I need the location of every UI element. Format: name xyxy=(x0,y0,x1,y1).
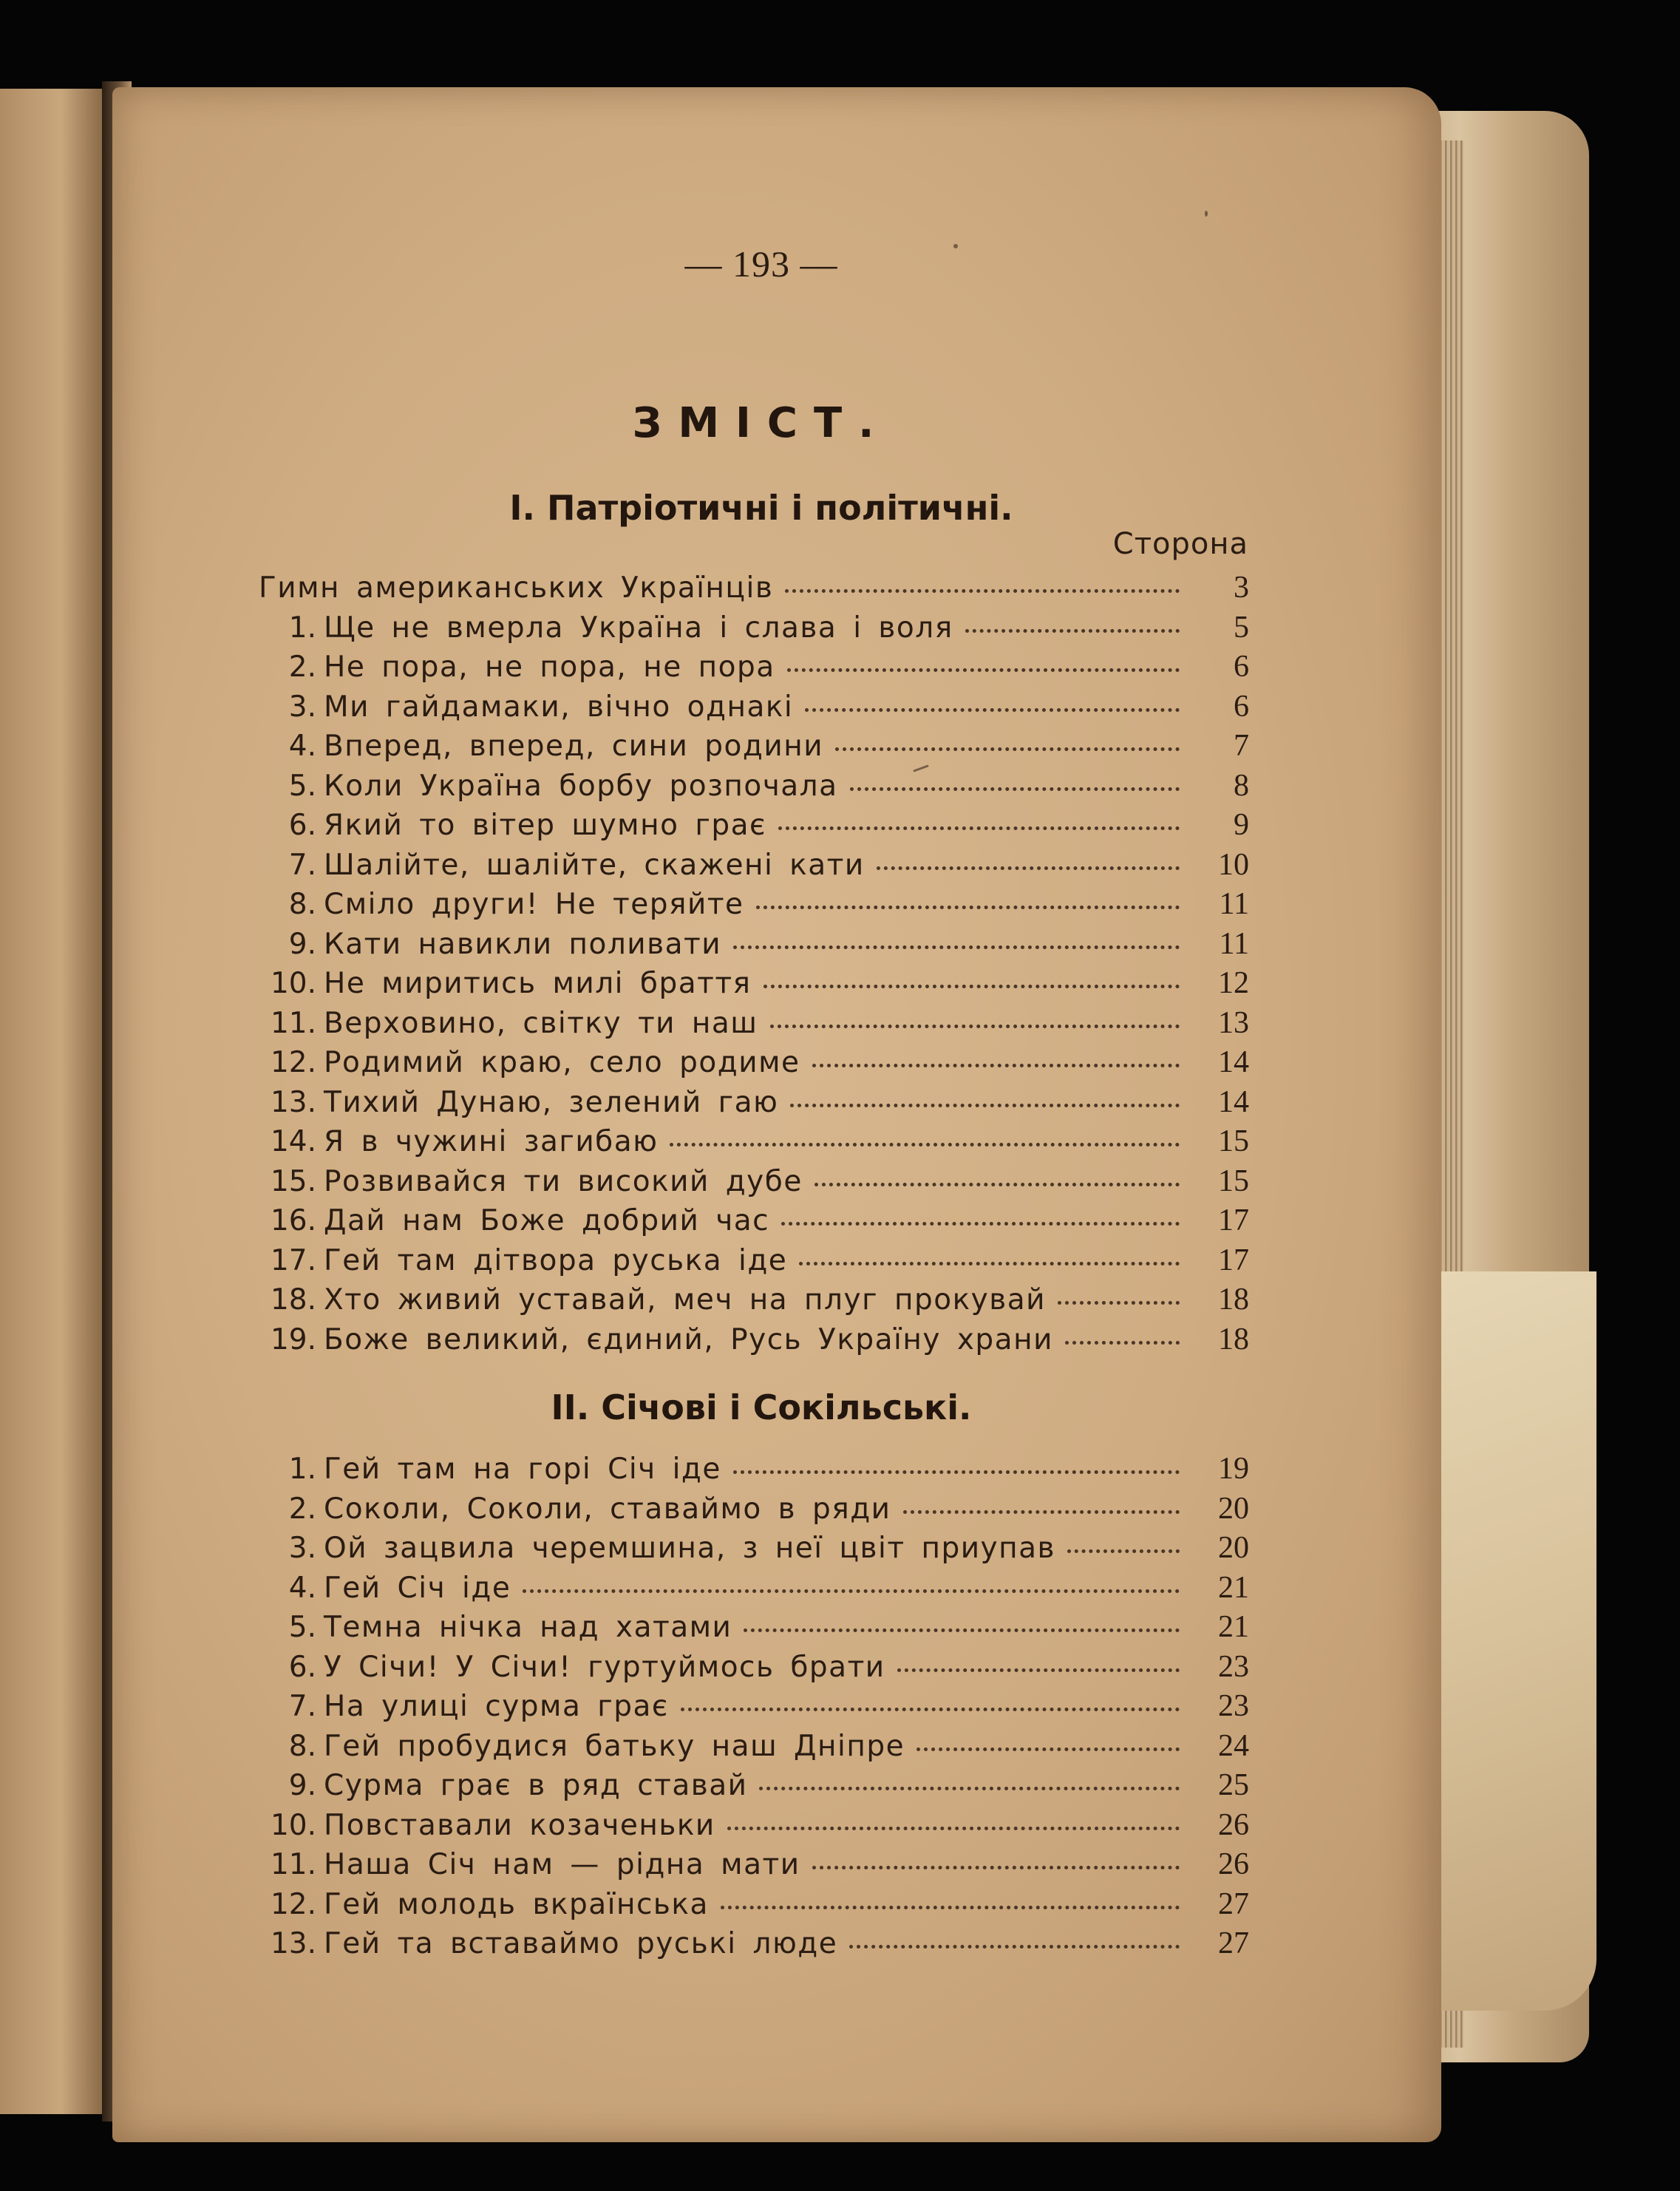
toc-entry xyxy=(259,1203,1249,1243)
toc-dot-leader xyxy=(727,1827,1180,1830)
toc-dot-leader xyxy=(1065,1341,1180,1345)
toc-entry xyxy=(259,610,1249,650)
toc-dot-leader xyxy=(764,985,1180,988)
toc-entry-number: 1. xyxy=(288,1453,316,1486)
toc-entry-number: 8. xyxy=(288,1729,316,1763)
toc-entry-page: 6 xyxy=(1234,689,1249,724)
toc-entry-title: Верховино, світку ти наш xyxy=(324,1006,758,1040)
toc-entry-number: 1. xyxy=(288,611,316,645)
left-page-edge xyxy=(0,89,111,2114)
toc-entry xyxy=(259,1005,1249,1045)
toc-entry-page: 11 xyxy=(1219,926,1249,961)
toc-entry-page: 11 xyxy=(1219,887,1249,921)
toc-dot-leader xyxy=(812,1866,1180,1869)
toc-entry-number: 2. xyxy=(288,1492,316,1526)
toc-entry xyxy=(259,1084,1249,1124)
toc-entry-number: 14. xyxy=(270,1125,316,1158)
toc-entry-title: Ми гайдамаки, вічно однакі xyxy=(324,690,794,724)
toc-dot-leader xyxy=(903,1510,1180,1514)
toc-entry-number: 10. xyxy=(270,1808,316,1842)
toc-dot-leader xyxy=(733,1470,1180,1474)
toc-entry xyxy=(259,689,1249,729)
page-title: ЗМІСТ. xyxy=(632,399,891,447)
toc-entry xyxy=(259,1164,1249,1203)
toc-entry-number: 13. xyxy=(270,1085,316,1119)
toc-entry-title: Гей Січ іде xyxy=(324,1571,511,1605)
toc-dot-leader xyxy=(897,1668,1180,1672)
section-heading-2: II. Січові і Сокільські. xyxy=(551,1387,972,1427)
toc-dot-leader xyxy=(1058,1301,1180,1305)
toc-entry xyxy=(259,926,1249,966)
toc-dot-leader xyxy=(799,1262,1180,1266)
toc-entry-page: 25 xyxy=(1218,1768,1249,1802)
toc-entry-number: 7. xyxy=(288,1690,316,1723)
toc-dot-leader xyxy=(1067,1549,1180,1553)
toc-entry-page: 17 xyxy=(1218,1203,1249,1237)
toc-entry xyxy=(259,1886,1249,1926)
toc-dot-leader xyxy=(877,866,1180,870)
toc-entry-title: У Січи! У Січи! гуртуймось брати xyxy=(324,1650,885,1684)
toc-entry-title: Гей та вставаймо руські люде xyxy=(324,1927,838,1960)
toc-entry-title: Гей пробудися батьку наш Дніпре xyxy=(324,1729,905,1763)
toc-entry-title: Наша Січ нам — рідна мати xyxy=(324,1848,800,1881)
toc-dot-leader xyxy=(849,1945,1180,1949)
toc-dot-leader xyxy=(681,1708,1180,1711)
toc-entry-page: 23 xyxy=(1218,1689,1249,1723)
toc-entry-page: 17 xyxy=(1218,1243,1249,1277)
underlying-page-corner xyxy=(1434,1271,1596,2011)
toc-entry xyxy=(259,886,1249,926)
toc-entry xyxy=(259,1847,1249,1886)
toc-entry xyxy=(259,1728,1249,1768)
toc-dot-leader xyxy=(965,629,1180,633)
toc-entry-number: 4. xyxy=(288,1571,316,1605)
toc-dot-leader xyxy=(785,589,1180,593)
toc-entry xyxy=(259,847,1249,887)
toc-entry-number: 11. xyxy=(270,1848,316,1881)
toc-entry xyxy=(259,728,1249,768)
toc-list-section-1 xyxy=(259,570,1249,1361)
toc-entry xyxy=(259,1649,1249,1689)
toc-entry-page: 19 xyxy=(1218,1452,1249,1486)
toc-dot-leader xyxy=(850,787,1180,791)
toc-entry xyxy=(259,1530,1249,1570)
toc-entry-title: Який то вітер шумно грає xyxy=(324,809,766,842)
toc-entry-title: Сміло други! Не теряйте xyxy=(324,888,744,921)
toc-entry-number: 6. xyxy=(288,1650,316,1684)
toc-dot-leader xyxy=(815,1183,1180,1186)
toc-entry-number: 3. xyxy=(288,1532,316,1565)
toc-entry-title: Кати навикли поливати xyxy=(324,927,722,961)
toc-entry xyxy=(259,1570,1249,1610)
toc-entry-page: 23 xyxy=(1218,1649,1249,1684)
toc-entry-title: Не миритись милі браття xyxy=(324,967,752,1000)
toc-entry-page: 12 xyxy=(1218,966,1249,1000)
toc-entry-page: 20 xyxy=(1218,1531,1249,1565)
toc-list-section-2 xyxy=(259,1451,1249,1966)
toc-entry xyxy=(259,1451,1249,1491)
toc-dot-leader xyxy=(756,906,1180,909)
toc-entry-page: 6 xyxy=(1234,650,1249,684)
toc-entry-page: 21 xyxy=(1218,1570,1249,1605)
toc-entry xyxy=(259,1609,1249,1649)
toc-entry-title: Розвивайся ти високий дубе xyxy=(324,1164,803,1198)
toc-entry-number: 9. xyxy=(288,1769,316,1802)
toc-entry-number: 17. xyxy=(270,1243,316,1277)
toc-entry-title: Не пора, не пора, не пора xyxy=(324,650,775,684)
toc-entry-page: 3 xyxy=(1234,571,1249,605)
toc-entry xyxy=(259,768,1249,808)
toc-entry-page: 8 xyxy=(1234,768,1249,803)
toc-entry xyxy=(259,1688,1249,1728)
toc-entry xyxy=(259,570,1249,610)
toc-entry-page: 9 xyxy=(1234,808,1249,842)
page-number: — 193 — xyxy=(684,243,838,285)
toc-dot-leader xyxy=(778,826,1180,830)
toc-entry-number: 3. xyxy=(288,690,316,724)
toc-entry-page: 26 xyxy=(1218,1847,1249,1881)
toc-entry-page: 14 xyxy=(1218,1045,1249,1079)
toc-entry-title: Ще не вмерла Україна і слава і воля xyxy=(324,611,953,645)
toc-entry-number: 4. xyxy=(288,730,316,763)
toc-dot-leader xyxy=(805,708,1180,712)
toc-entry-title: Вперед, вперед, сини родини xyxy=(324,730,824,763)
toc-dot-leader xyxy=(523,1589,1180,1593)
toc-dot-leader xyxy=(835,747,1180,751)
toc-entry-title: Шалійте, шалійте, скажені кати xyxy=(324,848,865,882)
toc-entry-page: 26 xyxy=(1218,1807,1249,1842)
toc-entry-page: 27 xyxy=(1218,1926,1249,1960)
section-heading-1: І. Патріотичні і політичні. xyxy=(509,488,1013,528)
toc-entry-page: 18 xyxy=(1218,1283,1249,1317)
toc-entry xyxy=(259,965,1249,1005)
toc-dot-leader xyxy=(670,1143,1180,1147)
toc-entry-title: Я в чужині загибаю xyxy=(324,1125,659,1158)
toc-entry-title: Родимий краю, село родиме xyxy=(324,1046,800,1079)
toc-dot-leader xyxy=(759,1787,1180,1790)
toc-entry-title: Хто живий уставай, меч на плуг прокувай xyxy=(324,1283,1046,1317)
toc-entry-number: 12. xyxy=(270,1887,316,1921)
toc-entry-title: Сурма грає в ряд ставай xyxy=(324,1769,748,1802)
toc-entry xyxy=(259,1926,1249,1966)
toc-dot-leader xyxy=(770,1025,1180,1028)
toc-entry-number: 11. xyxy=(270,1006,316,1040)
toc-dot-leader xyxy=(781,1222,1180,1226)
toc-entry-title: Гимн американських Українців xyxy=(259,571,774,605)
toc-entry-title: Темна нічка над хатами xyxy=(324,1611,732,1644)
toc-entry-number: 12. xyxy=(270,1046,316,1079)
toc-dot-leader xyxy=(733,945,1180,949)
toc-entry xyxy=(259,1767,1249,1807)
column-label-page: Сторона xyxy=(1112,527,1248,561)
toc-entry-number: 9. xyxy=(288,927,316,961)
toc-entry xyxy=(259,1491,1249,1531)
toc-entry-number: 18. xyxy=(270,1283,316,1317)
toc-entry xyxy=(259,1044,1249,1084)
toc-entry-number: 5. xyxy=(288,1611,316,1644)
toc-dot-leader xyxy=(721,1906,1180,1909)
toc-entry-number: 2. xyxy=(288,650,316,684)
toc-dot-leader xyxy=(744,1628,1180,1632)
toc-entry-page: 20 xyxy=(1218,1491,1249,1526)
toc-dot-leader xyxy=(787,668,1180,672)
toc-entry-number: 8. xyxy=(288,888,316,921)
toc-entry-page: 27 xyxy=(1218,1886,1249,1921)
toc-entry xyxy=(259,807,1249,847)
toc-entry-number: 5. xyxy=(288,769,316,803)
paper-speck xyxy=(1205,211,1208,217)
toc-entry-number: 10. xyxy=(270,967,316,1000)
toc-entry-page: 10 xyxy=(1218,847,1249,882)
toc-entry-page: 24 xyxy=(1218,1728,1249,1763)
toc-entry-page: 7 xyxy=(1234,729,1249,763)
toc-entry xyxy=(259,1243,1249,1283)
toc-entry-title: Тихий Дунаю, зелений гаю xyxy=(324,1085,779,1119)
toc-entry-page: 15 xyxy=(1218,1124,1249,1158)
toc-entry xyxy=(259,1322,1249,1362)
toc-entry-title: Повставали козаченьки xyxy=(324,1808,715,1842)
toc-entry-title: Соколи, Соколи, ставаймо в ряди xyxy=(324,1492,891,1526)
toc-entry-page: 13 xyxy=(1218,1005,1249,1040)
toc-entry-number: 16. xyxy=(270,1204,316,1237)
toc-entry-page: 21 xyxy=(1218,1610,1249,1644)
toc-entry-title: Гей там дітвора руська іде xyxy=(324,1243,788,1277)
toc-entry-title: Гей там на горі Січ іде xyxy=(324,1453,721,1486)
toc-entry-page: 15 xyxy=(1218,1164,1249,1198)
toc-dot-leader xyxy=(812,1064,1180,1067)
toc-entry-title: Ой зацвила черемшина, з неї цвіт приупав xyxy=(324,1532,1056,1565)
toc-entry xyxy=(259,1807,1249,1847)
toc-dot-leader xyxy=(790,1104,1180,1107)
toc-entry-number: 13. xyxy=(270,1927,316,1960)
toc-entry-page: 14 xyxy=(1218,1084,1249,1119)
toc-entry-title: Дай нам Боже добрий час xyxy=(324,1204,770,1237)
toc-entry-title: Боже великий, єдиний, Русь Україну храни xyxy=(324,1322,1053,1356)
toc-entry xyxy=(259,1282,1249,1322)
toc-entry-title: Гей молодь вкраїнська xyxy=(324,1887,709,1921)
toc-dot-leader xyxy=(916,1747,1180,1751)
toc-entry xyxy=(259,649,1249,689)
toc-entry-page: 5 xyxy=(1234,610,1249,645)
toc-entry xyxy=(259,1124,1249,1164)
toc-entry-title: На улиці сурма грає xyxy=(324,1690,669,1723)
toc-entry-number: 6. xyxy=(288,809,316,842)
toc-entry-page: 18 xyxy=(1218,1322,1249,1356)
toc-entry-number: 15. xyxy=(270,1164,316,1198)
toc-entry-number: 7. xyxy=(288,848,316,882)
toc-entry-number: 19. xyxy=(270,1322,316,1356)
toc-entry-title: Коли Україна борбу розпочала xyxy=(324,769,838,803)
